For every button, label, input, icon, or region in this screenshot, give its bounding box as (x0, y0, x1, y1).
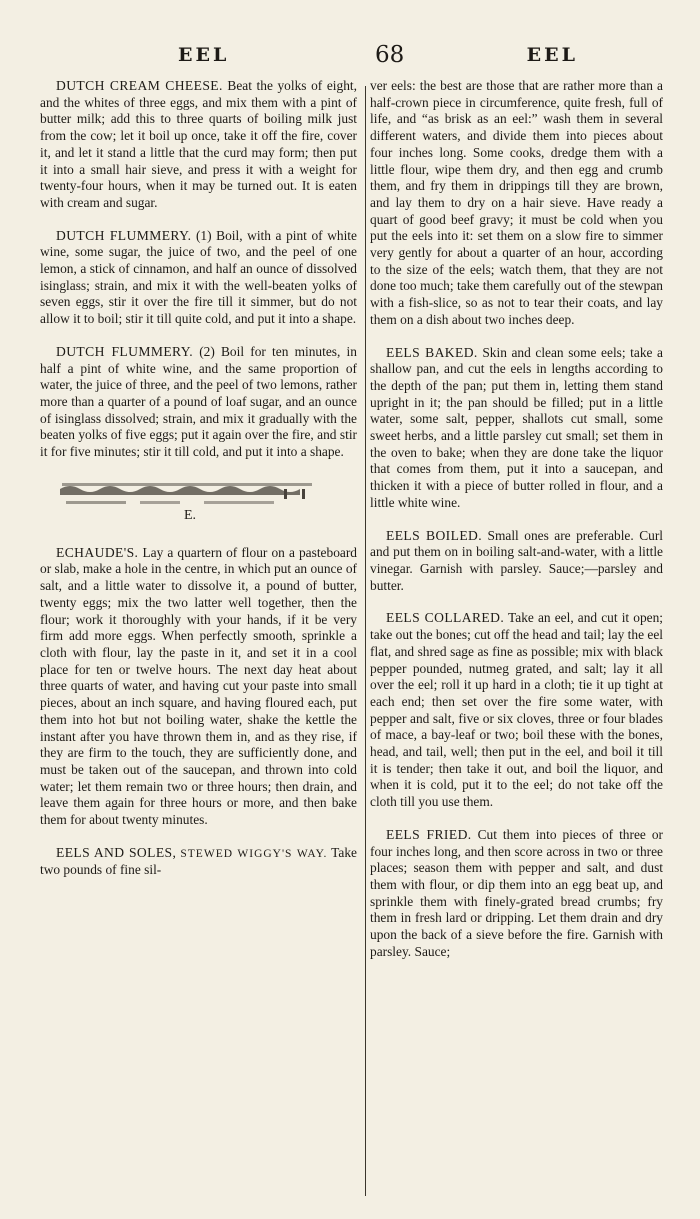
entry-heading: DUTCH FLUMMERY. (56, 227, 192, 243)
entry-dutch-cream-cheese (40, 78, 357, 212)
column-divider (365, 86, 366, 1196)
entry-eels-baked (370, 345, 663, 512)
entry-eels-collared (370, 610, 663, 810)
entry-dutch-flummery-1 (40, 228, 357, 328)
entry-eels-and-soles-continued (370, 78, 663, 329)
entry-text: Skin and clean some eels; take a shallow pan, and cut the eels in lengths according to the depth of the pan; put them in, letting them stand upright in it; the pan should be filled; put in a little water, some salt, pepper, shallots cut small, some sweet herbs, and a little parsley cut small; set them in the oven to bake; when they are done take the liquor that comes from them, put it into a saucepan, and thicken it with a piece of butter rolled in flour, and a little white wine. (370, 344, 663, 510)
entry-text: Cut them into pieces of three or four inches long, and then score across in two or three places; season them with pepper and salt, and dust them with flour, or dip them into an egg beat up, and sprinkle them with finely-grated bread crumbs; fry them in fresh lard or dripping. Let them drain and dry upon the back of a sieve before the fire. Garnish with parsley. Sauce; (370, 826, 663, 959)
running-head-right: EEL (526, 44, 578, 66)
entry-heading: DUTCH FLUMMERY. (56, 343, 193, 359)
entry-heading: DUTCH CREAM CHEESE. (56, 78, 223, 93)
entry-heading: EELS BOILED. (386, 527, 483, 543)
entry-eels-fried (370, 827, 663, 961)
entry-text: Small ones are preferable. Curl and put them on in boiling salt-and-water, with a little vinegar. Garnish with parsley. Sauce;—parsley and butter. (370, 527, 663, 593)
entry-heading: EELS AND SOLES, (56, 844, 177, 860)
entry-number: (1) (195, 227, 212, 243)
entry-eels-boiled (370, 528, 663, 595)
ornament-band-icon (54, 475, 344, 527)
section-ornament (40, 475, 357, 527)
entry-text: Boil for ten minutes, in half a pint of white wine, and the same proportion of water, the juice of three, and the peel of two lemons, rather more than a quarter of a pound of loaf sugar, and an ounce of isinglass dissolved; strain, and mix it gradually with the beaten yolks of five eggs; put it again over the fire, and stir it for five minutes; stir it till cold, and put it into a shape. (40, 343, 357, 460)
entry-subheading: STEWED WIGGY'S WAY. (180, 847, 328, 860)
entry-text: Beat the yolks of eight, and the whites of three eggs, and mix them with a pint of butter milk; add this to three quarts of boiling milk just from the cow; let it boil up once, take it off the fire, cover it, and let it stand a little that the curd may form; then put it into a small hair sieve, and press it with a weight for twenty-four hours, when it may be turned out. It is eaten with cream and sugar. (40, 78, 357, 210)
entry-text: Lay a quartern of flour on a pasteboard or slab, make a hole in the centre, in which put an ounce of salt, and a little water to dissolve it, a pound of butter, twenty eggs; mix the two latter well together, then the flour; work it thoroughly with your hands, if it be very firm add more eggs. When perfectly smooth, sprinkle a cloth with flour, lay the paste in it, and set it in a cool place for ten or twelve hours. The next day heat about three quarts of water, and having cut your paste into small pieces, about an inch square, and having floured each, put them into hot but not boiling water, shake the kettle the instant after you have thrown them in, and as they rise, if they are firm to the touch, they are sufficiently done, and must be taken out of the saucepan, and thrown into cold water; let them remain two or three hours; then drain, and leave them again for three hours or more, and then bake them for about twenty minutes. (40, 544, 357, 828)
entry-dutch-flummery-2 (40, 344, 357, 461)
entry-text: Boil, with a pint of white wine, some sugar, the juice of two, and the peel of one lemon, a stick of cinnamon, and half an ounce of dissolved isinglass; strain, and mix it with the well-beaten yolks of seven eggs, stir it over the fire till it simmer, but do not allow it to boil; stir it till quite cold, and put it into a shape. (40, 227, 357, 327)
entry-heading: ECHAUDE'S. (56, 544, 139, 560)
entry-heading: EELS FRIED. (386, 826, 472, 842)
entry-echaudes (40, 545, 357, 829)
left-column (40, 78, 357, 879)
entry-number: (2) (199, 343, 215, 359)
entry-heading: EELS COLLARED. (386, 610, 505, 626)
entry-text: Take an eel, and cut it open; take out the bones; cut off the head and tail; lay the eel flat, and shred sage as fine as possible; mix with black pepper pounded, nutmeg grated, and salt; lay it all over the eel; roll it up hard in a cloth; tie it up tight at each end; then set over the fire some water, with pepper and salt, five or six cloves, three or four blades of mace, a bay-leaf or two; boil these with the bones, head, and tail, well; then put in the eel, and boil it till it is tender; then take it out, and boil the liquor, and when it is cold, put it to the eel; do not take off the cloth till you use them. (370, 610, 663, 810)
running-head-left: EEL (178, 44, 230, 66)
running-head (40, 44, 678, 72)
page-number: 68 (375, 42, 405, 68)
entry-text: ver eels: the best are those that are rather more than a half-crown piece in circumference, quite fresh, full of life, and “as brisk as an eel:” wash them in several different waters, and divide them into pieces about four inches long. Some cooks, dredge them with a little flour, wipe them dry, and then egg and crumb them, and fry them in drippings till they are brown, and lay them to dry on a hair sieve. Have ready a quart of good beef gravy; it must be cold when you put the eels into it: set them on a slow fire to simmer very gently for about a quarter of an hour, according to the size of the eels; watch them, that they are not done too much; take them carefully out of the stewpan with a fish-slice, so as not to tear their coats, and lay them on a dish about two inches deep. (370, 78, 663, 327)
entry-heading: EELS BAKED. (386, 344, 478, 360)
right-column (370, 78, 663, 960)
entry-text: Take two pounds of fine sil- (40, 844, 357, 878)
ornament-caption: E. (184, 507, 197, 523)
entry-eels-and-soles (40, 845, 357, 879)
